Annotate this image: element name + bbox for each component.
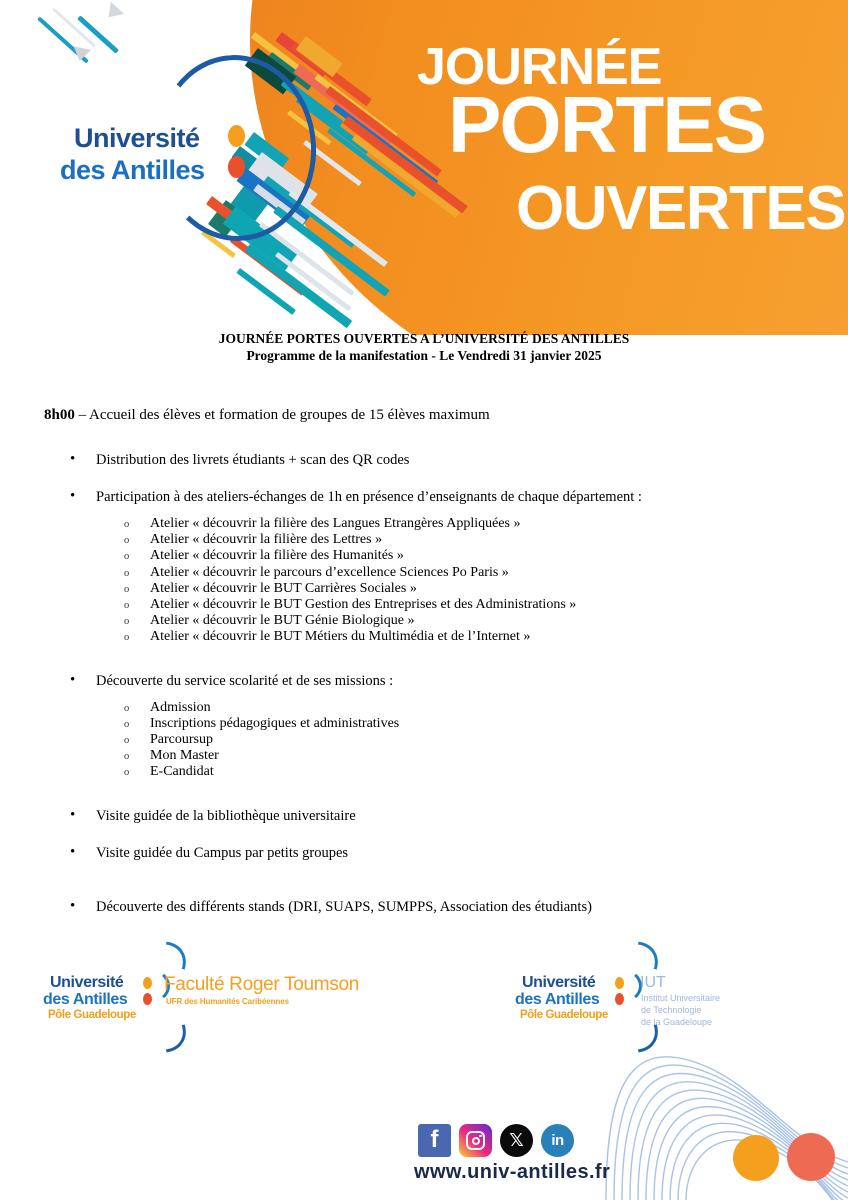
university-logo-header [60,55,290,245]
logo-ua-line1: Université [522,974,596,991]
list-item [70,843,848,863]
linkedin-glyph: in [551,1132,564,1149]
decorative-dot-orange [733,1135,779,1181]
logo-iut [512,940,812,1050]
facebook-glyph: f [430,1125,439,1153]
sub-list-item-label: Atelier « découvrir le BUT Métiers du Multimédia et de l’Internet » [150,629,531,645]
sub-list-item-label: E-Candidat [150,764,214,780]
logo-dot-orange [615,977,624,989]
list-item [70,487,848,646]
iut-sub-line2: de Technologie [641,1005,702,1015]
headline-line-journee: JOURNÉE [417,38,662,96]
intro-text: – Accueil des élèves et formation de groupes de 15 élèves maximum [74,407,490,423]
sub-list-item-label: Mon Master [150,748,219,764]
faculte-subtitle: UFR des Humanités Caribéennes [166,997,289,1006]
logo-dot-red [143,993,152,1005]
sub-list-item [124,532,848,548]
programme-intro [44,405,848,425]
logo-ua-line3: Pôle Guadeloupe [520,1009,608,1021]
sub-list-scolarite [96,700,848,781]
headline-line-ouvertes: OUVERTES [516,174,846,243]
list-item-label: Participation à des ateliers-échanges de 1h en présence d’enseignants de chaque département : [96,489,642,505]
sub-list-item-label: Parcoursup [150,732,213,748]
sub-list-item [124,516,848,532]
instagram-icon[interactable] [459,1124,492,1157]
sub-list-item [124,764,848,780]
sub-list-item [124,700,848,716]
sub-list-item [124,716,848,732]
sub-list-item [124,613,848,629]
document-title [0,330,848,364]
sub-list-item [124,565,848,581]
sub-list-item-label: Atelier « découvrir le BUT Carrières Sociales » [150,580,417,596]
sub-list-item-label: Atelier « découvrir le parcours d’excellence Sciences Po Paris » [150,564,509,580]
list-item [70,897,848,917]
list-item-label: Visite guidée du Campus par petits groupes [96,844,349,861]
list-item [70,806,848,826]
logo-dot-red [615,993,624,1005]
sub-list-item-label: Atelier « découvrir la filière des Lettres » [150,532,383,548]
programme-list [0,450,848,917]
sub-list-item-label: Atelier « découvrir la filière des Langues Etrangères Appliquées » [150,516,521,531]
decorative-dot-red [787,1133,835,1181]
document-title-line1: JOURNÉE PORTES OUVERTES A L’UNIVERSITÉ DES ANTILLES [218,331,630,346]
sub-list-item-label: Atelier « découvrir la filière des Humanités » [150,548,404,564]
list-item-label: Découverte des différents stands (DRI, SUAPS, SUMPPS, Association des étudiants) [96,898,592,915]
intro-time: 8h00 [44,407,75,423]
social-links [418,1124,574,1157]
list-item-label: Distribution des livrets étudiants + scan des QR codes [96,452,410,468]
list-item [70,450,848,470]
iut-sub-line1: Institut Universitaire [641,993,721,1003]
list-item-label: Découverte du service scolarité et de ses missions : [96,672,394,689]
list-item-label: Visite guidée de la bibliothèque universitaire [96,807,356,824]
header-banner [0,0,848,335]
logo-faculte-roger-toumson [40,940,360,1050]
headline-line-portes: PORTES [448,80,765,169]
logo-ua-line3: Pôle Guadeloupe [48,1009,136,1021]
programme-content [0,405,848,917]
list-item [70,671,848,781]
iut-sub-line3: de la Guadeloupe [641,1017,713,1027]
logo-ua-line2: des Antilles [43,991,128,1008]
sub-list-item [124,548,848,564]
logo-ua-line1: Université [50,974,124,991]
sub-list-item [124,748,848,764]
x-twitter-icon[interactable] [500,1124,533,1157]
sub-list-item [124,732,848,748]
logo-dot-orange [228,125,245,147]
sub-list-ateliers [96,516,848,646]
x-glyph: 𝕏 [509,1130,524,1150]
logo-ua-line2: des Antilles [515,991,600,1008]
logo-dot-red [228,156,245,178]
sub-list-item-label: Admission [150,699,211,715]
faculte-name: Faculté Roger Toumson [164,974,360,995]
iut-name: IUT [640,974,666,991]
logo-text-line2: des Antilles [60,155,205,185]
logo-text-line1: Université [74,123,200,153]
sub-list-item-label: Inscriptions pédagogiques et administratives [150,715,400,731]
linkedin-icon[interactable] [541,1124,574,1157]
logo-dot-orange [143,977,152,989]
facebook-icon[interactable] [418,1124,451,1157]
website-url[interactable]: www.univ-antilles.fr [414,1161,611,1183]
sub-list-item [124,629,848,645]
sub-list-item-label: Atelier « découvrir le BUT Gestion des Entreprises et des Administrations » [150,597,577,613]
sub-list-item-label: Atelier « découvrir le BUT Génie Biologique » [150,613,415,629]
document-title-line2: Programme de la manifestation - Le Vendredi 31 janvier 2025 [246,348,602,363]
sub-list-item [124,581,848,597]
sub-list-item [124,597,848,613]
